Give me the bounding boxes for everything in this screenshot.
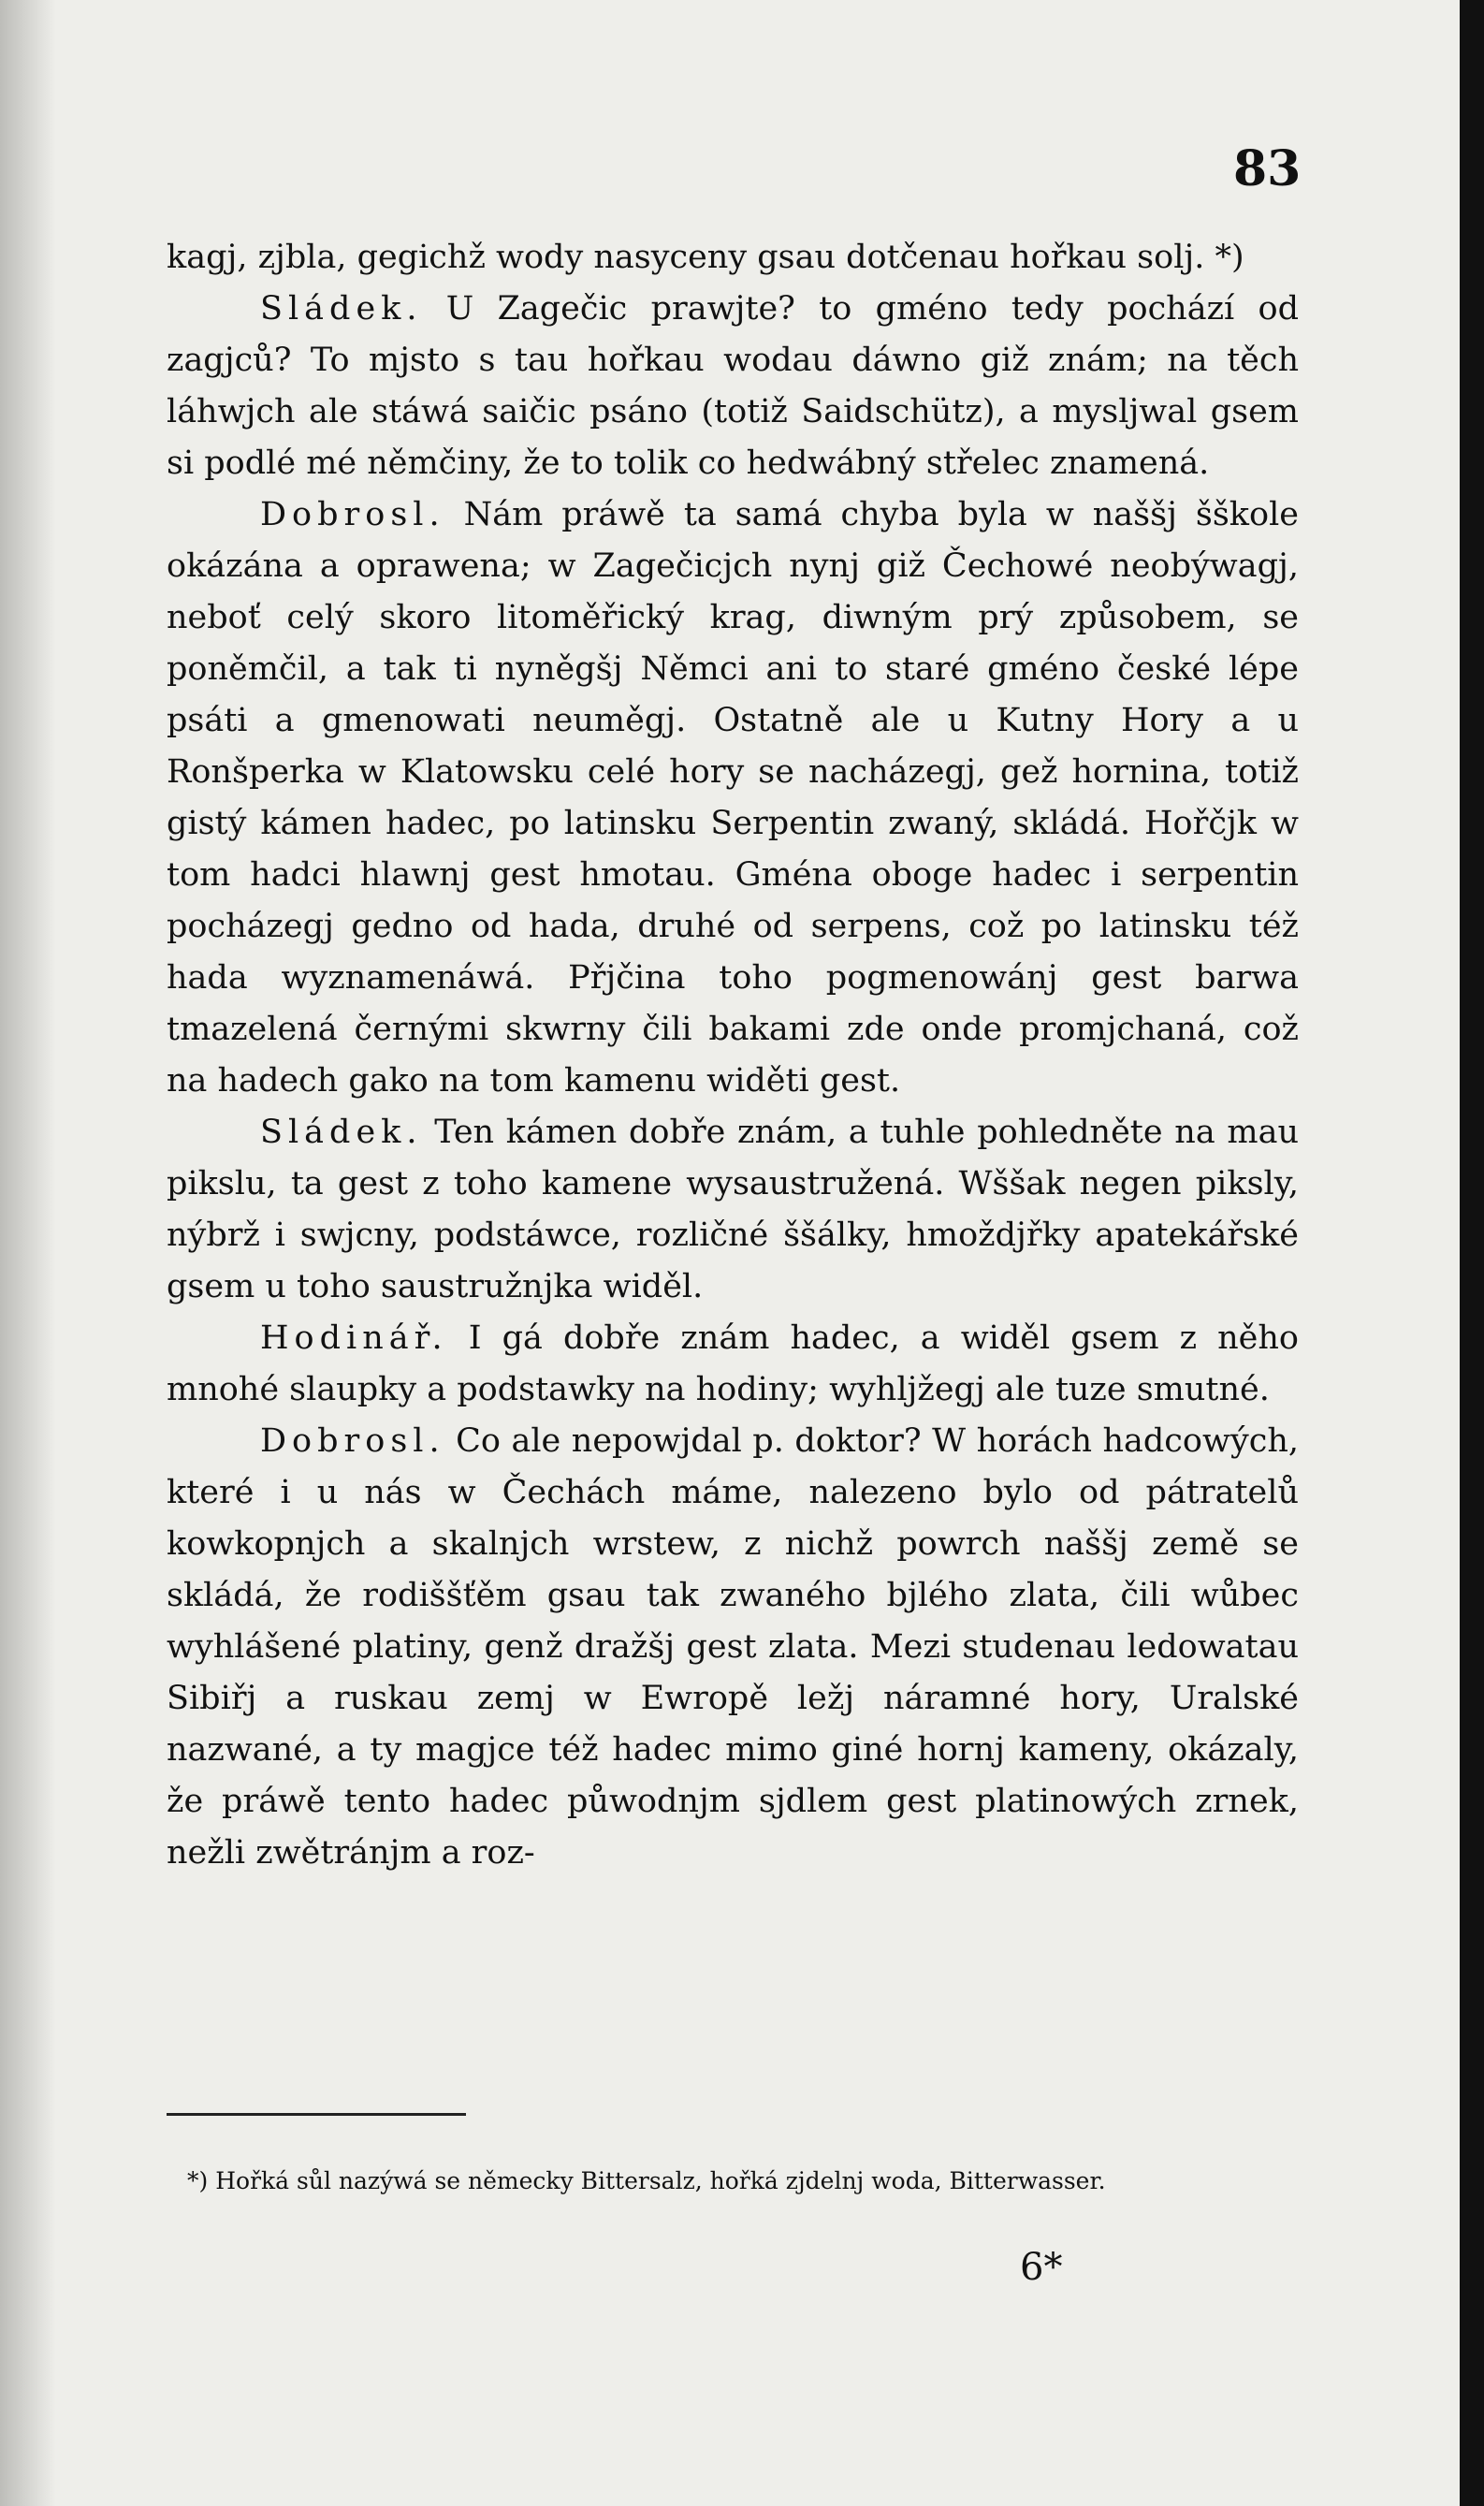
footnote-text: Hořká sůl nazýwá se německy Bittersalz, hořká zjdelnj woda, Bitterwasser. xyxy=(215,2167,1106,2194)
footnote-marker: *) xyxy=(187,2167,209,2194)
speaker-name: Dobrosl. xyxy=(260,1422,445,1460)
book-spine xyxy=(1460,0,1484,2506)
paragraph-dobrosl-2 xyxy=(167,1416,1299,1879)
signature-mark: 6* xyxy=(1020,2246,1063,2289)
speaker-name: Sládek. xyxy=(260,290,423,328)
paragraph-text: Nám práwě ta samá chyba byla w naššj šškole okázána a oprawena; w Zagečicjch nynj giž Čechowé neobýwagj, neboť celý skoro litoměřický krag, diwným prý způsobem, se poněmčil, a tak ti nyněgšj Němci ani to staré gméno české lépe psáti a gmenowati neuměgj. Ostatně ale u Kutny Hory a u Ronšperka w Klatowsku celé hory se nacházegj, gež hornina, totiž gistý kámen hadec, po latinsku Serpentin zwaný, skládá. Hořčjk w tom hadci hlawnj gest hmotau. Gména oboge hadec i serpentin pocházegj gedno od hada, druhé od serpens, což po latinsku též hada wyznamenáwá. Přjčina toho pogmenowánj gest barwa tmazelená černými skwrny čili bakami zde onde promjchaná, což na hadech gako na tom kamenu widěti gest. xyxy=(167,496,1299,1100)
speaker-name: Dobrosl. xyxy=(260,496,445,533)
page-number: 83 xyxy=(1233,140,1302,197)
page-edge-shadow xyxy=(0,0,56,2506)
speaker-name: Sládek. xyxy=(260,1114,423,1151)
paragraph-continuation xyxy=(167,232,1299,284)
speaker-name: Hodinář. xyxy=(260,1319,448,1357)
footnote-divider xyxy=(167,2113,466,2116)
main-text xyxy=(167,232,1299,1879)
paragraph-text: U Zagečic prawjte? to gméno tedy pochází od zagjců? To mjsto s tau hořkau wodau dáwno giž znám; na těch láhwjch ale stáwá saičic psáno (totiž Saidschütz), a mysljwal gsem si podlé mé němčiny, že to tolik co hedwábný střelec znamená. xyxy=(167,290,1299,482)
paragraph-hodinar xyxy=(167,1313,1299,1416)
paragraph-sladek-2 xyxy=(167,1107,1299,1313)
paragraph-text: Co ale nepowjdal p. doktor? W horách hadcowých, které i u nás w Čechách máme, nalezeno bylo od pátratelů kowkopnjch a skalnjch wrstew, z nichž powrch naššj země se skládá, že rodiššťěm gsau tak zwaného bjlého zlata, čili wůbec wyhlášené platiny, genž dražšj gest zlata. Mezi studenau ledowatau Sibiřj a ruskau zemj w Ewropě ležj náramné hory, Uralské nazwané, a ty magjce též hadec mimo giné hornj kameny, okázaly, že práwě tento hadec půwodnjm sjdlem gest platinowých zrnek, nežli zwětránjm a roz- xyxy=(167,1422,1299,1872)
paragraph-dobrosl-1 xyxy=(167,489,1299,1107)
paragraph-text: Ten kámen dobře znám, a tuhle pohledněte na mau pikslu, ta gest z toho kamene wysaustružená. Wššak negen piksly, nýbrž i swjcny, podstáwce, rozličné ššálky, hmoždjřky apatekářské gsem u toho saustružnjka widěl. xyxy=(167,1114,1299,1305)
paragraph-sladek-1 xyxy=(167,284,1299,489)
paragraph-text: kagj, zjbla, gegichž wody nasyceny gsau dotčenau hořkau solj. *) xyxy=(167,239,1244,276)
footnote xyxy=(187,2162,1301,2201)
paragraph-text: I gá dobře znám hadec, a widěl gsem z něho mnohé slaupky a podstawky na hodiny; wyhljžegj ale tuze smutné. xyxy=(167,1319,1299,1408)
